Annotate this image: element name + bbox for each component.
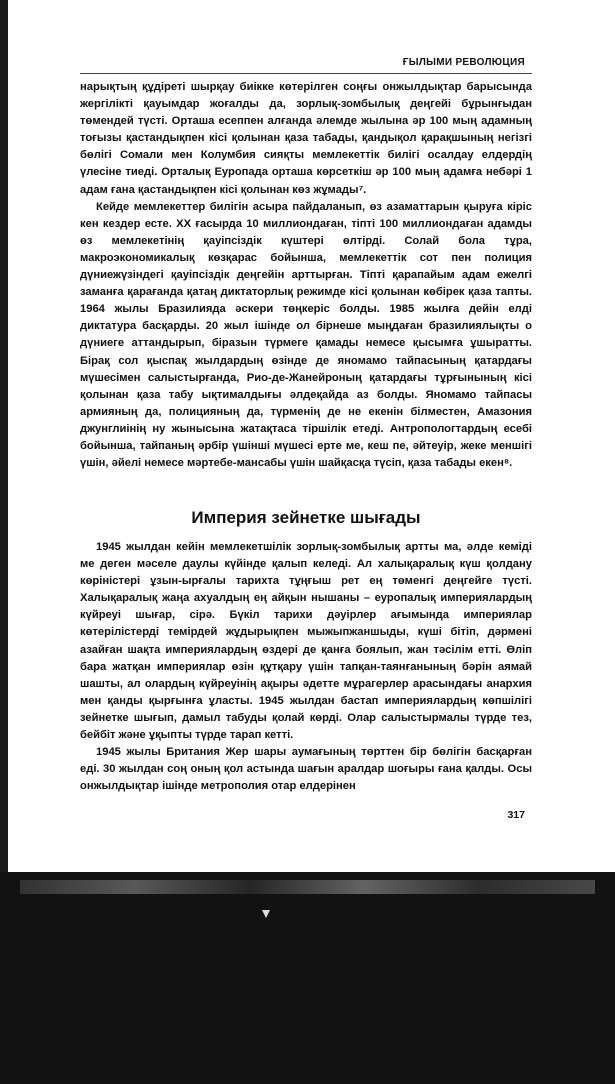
scan-mark-icon <box>262 910 270 918</box>
paragraph: 1945 жылы Британия Жер шары аумағының төрттен бір бөлігін басқарған еді. 30 жылдан соң оның қол астында шағын аралдар шоғыры ғана қалды. Осы онжылдықтар ішінде метрополия отар елдерінен <box>80 746 532 793</box>
scan-streak <box>20 880 595 894</box>
paragraph: нарықтың құдіреті шырқау биікке көтерілген соңғы онжылдықтар барысында жергілікті қауымдар жоғалды да, зорлық-зомбылық деңгейі бұрынғыдан төмендей түсті. Орташа есеппен алғанда әлемде жылына әр 100 мың адамның тоғызы қастандықпен кісі қолынан қаза табады, қандықол қарақшының негізгі бөлігі Сомали мен Колумбия сияқты мемлекеттік билігі осалдау елдердің үлесіне тиеді. Орталық Еуропада орташа көрсеткіш әр 100 мың адамға небәрі 1 адам ғана қастандықпен кісі қолынан көз жұмады⁷. <box>80 81 532 196</box>
header-rule <box>80 73 532 74</box>
section-heading: Империя зейнетке шығады <box>191 508 421 527</box>
paragraph: 1945 жылдан кейін мемлекетшілік зорлық-зомбылық артты ма, әлде кеміді ме деген мәселе даулы күйінде қалып келеді. Ал халықаралық күш қолдану көріністері ұзын-ырғалы тарихта тұңғыш рет ең төменгі деңгейге түсті. Халықаралық жаңа ахуалдың ең айқын нышаны – еуропалық империялардың күйреуі шығар, сірә. Бүкіл тарихи дәуірлер ағымында империялар көтерілістерді темірдей жұдырықпен мыжыпжаншыды, күші бітіп, дәрмені азайған шақта империялардың өздері де қанға боялып, жан тәсілім етті. Өліп бара жатқан империялар өзін құтқару үшін тапқан-таянғанының бәрін аямай шашты, ал олардың күйреуінің ақыры әдетте мұрагерлер арасындағы анархия мен қанды қырғынға ұласты. 1945 жылдан бастап империялардың көпшілігі зейнетке шығып, дамыл табуды қолай көрді. Олар салыстырмалы түрде тез, бейбіт және ұқыпты түрде тарап кетті. <box>80 541 532 742</box>
running-head: ҒЫЛЫМИ РЕВОЛЮЦИЯ <box>402 57 525 68</box>
page-number: 317 <box>507 809 525 821</box>
body-text-section-1 <box>80 79 532 472</box>
body-text-section-2 <box>80 539 532 795</box>
scan-border <box>0 872 615 1084</box>
paragraph: Кейде мемлекеттер билігін асыра пайдаланып, өз азаматтарын қыруға кіріс кен кездер есте. XX ғасырда 10 миллиондаған, тіпті 100 миллиондаған адамды өз мемлекетінің қауіпсіздік күштері өлтірді. Солай бола тұра, макроэкономикалық көзқарас бойынша, мемлекеттік сот пен полиция дүниежүзіндегі қауіпсіздік деңгейін арттырған. Тіпті қарапайым адам ежелгі заманға қарағанда қатаң диктаторлық режимде кісі қолынан көбірек қаза тапты. 1964 жылы Бразилияда әскери төңкеріс болды. 1985 жылға дейін елді диктатура басқарды. 20 жыл ішінде ол бірнеше мыңдаған бразилиялықты о дүниеге аттандырып, біразын түрмеге қамады немесе қысымға ұшыратты. Бірақ сол қыспақ жылдардың өзінде де яномамо тайпасының қатардағы мүшесімен салыстырғанда, Рио-де-Жанейроның қатардағы тұрғынының кісі қолынан қаза табу ықтималдығы әлдеқайда аз болды. Яномамо тайпасы армияның да, полицияның да, түрменің де не екенін білместен, Амазония джунглиінің ну жынысына жатақтаса тіршілік етеді. Антропологтардың есебі бойынша, тайпаның әрбір үшінші мүшесі ерте ме, кеш пе, әйтеуір, жеке меншігі үшін, әйелі немесе мәртебе-мансабы үшін шайқасқа түсіп, қаза табады екен⁸. <box>80 200 532 470</box>
